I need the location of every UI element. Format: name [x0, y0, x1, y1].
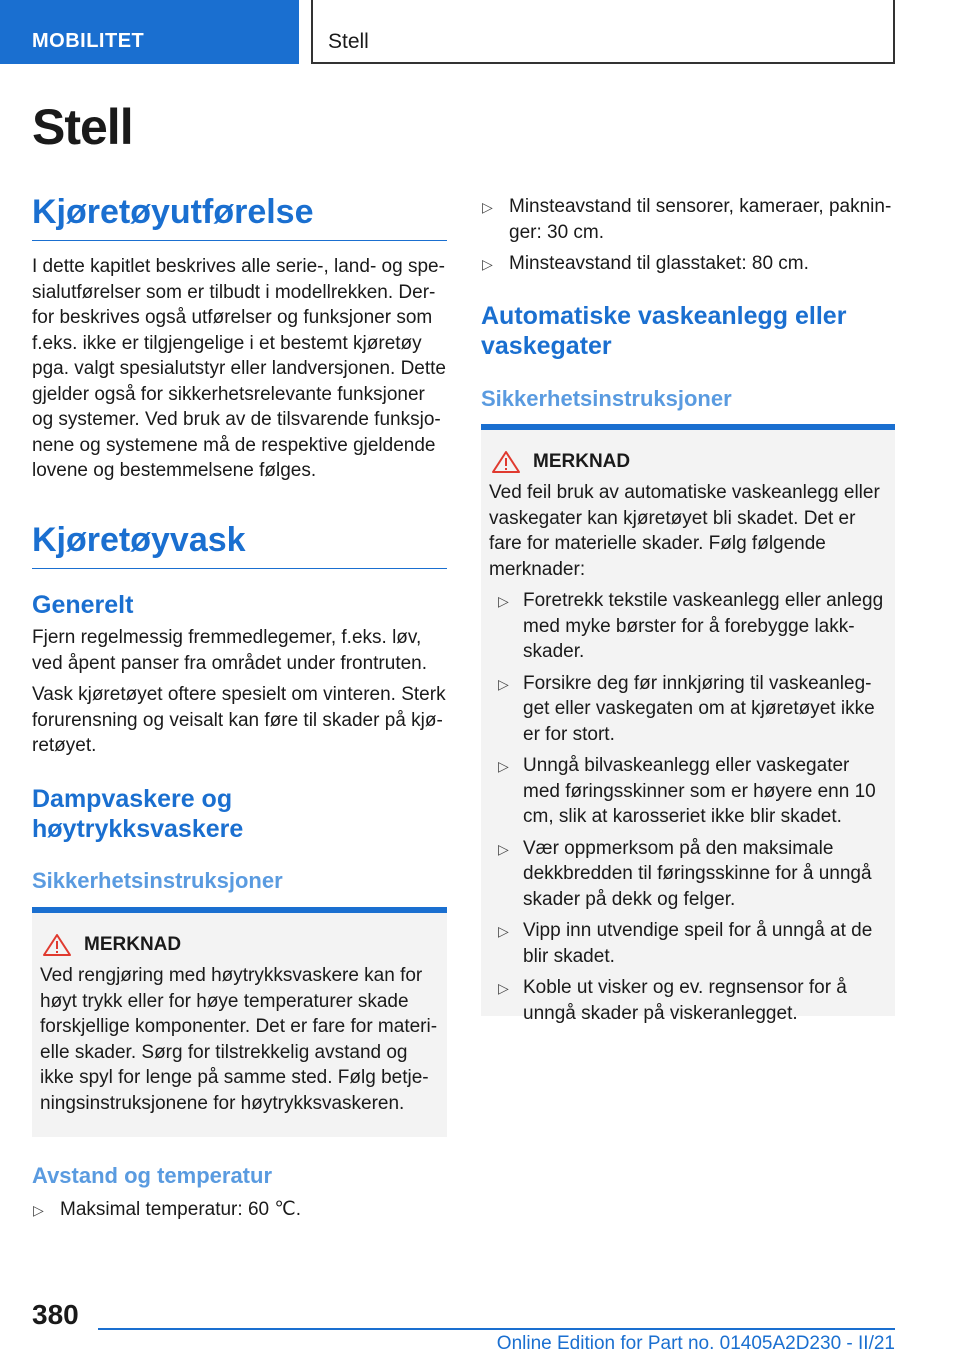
list-item: [32, 1197, 447, 1223]
heading-general: Generelt: [32, 591, 134, 619]
bullet-triangle-icon: ▷: [482, 199, 493, 215]
bullet-triangle-icon: ▷: [498, 980, 509, 996]
heading-car-wash: Kjøretøyvask: [32, 521, 447, 569]
section-label: Stell: [328, 30, 369, 53]
notice-label: MERKNAD: [84, 934, 182, 955]
bullet-triangle-icon: ▷: [498, 923, 509, 939]
notice-text: Ved rengjøring med høytrykksvaskere kan for høyt trykk eller for høye temperaturer skade forskjellige komponenter. Det er fare for materi-elle skader. Sørg for tilstrekkelig avstand og ikke spyl for lenge på samme sted. Følg betje-ningsinstruksjonene for høytrykksvaskeren.: [40, 965, 438, 1114]
notice-list-item: [489, 975, 887, 1026]
page-number: 380: [32, 1299, 79, 1330]
paragraph-general-1: Fjern regelmessig fremmedlegemer, f.eks. løv, ved åpent panser fra området under frontruten.: [32, 627, 428, 674]
notice-list-item: [489, 836, 887, 913]
notice-box-left: [32, 907, 447, 1137]
list-item-text: Minsteavstand til glasstaket: 80 cm.: [509, 253, 809, 274]
chapter-label: MOBILITET: [32, 30, 145, 52]
bullet-triangle-icon: ▷: [498, 675, 509, 692]
bullet-triangle-icon: ▷: [482, 256, 493, 272]
bullet-triangle-icon: ▷: [498, 840, 509, 857]
list-item-text: Minsteavstand til sensorer, kameraer, paknin-ger: 30 cm.: [509, 196, 892, 243]
list-item: [481, 251, 895, 277]
notice-box-right: [481, 424, 895, 1024]
paragraph-vehicle-design: I dette kapitlet beskrives alle serie-, land- og spe-sialutførelser som er tilbudt i modellrekken. Der-for beskrives også utførelser og funksjoner som f.eks. ikke er tilgjengelige i et bestemt kjøretøy pga. valgt spesialutstyr eller landversjonen. Dette gjelder også for sikkerhetsrelevante funksjoner og systemer. Ved bruk av de tilsvarende funksjo-nene og systemene må de respektive gjeldende lovene og bestemmelsene følges.: [32, 256, 447, 481]
heading-steam-cleaners: Dampvaskere og høytrykksvaskere: [32, 785, 244, 843]
notice-list-item: [489, 753, 887, 830]
heading-distance-temperature: Avstand og temperatur: [32, 1163, 273, 1188]
notice-list-item-text: Vær oppmerksom på den maksimale dekkbredden til føringsskinne for å unngå skader på dekk og felger.: [523, 837, 872, 910]
bullet-triangle-icon: ▷: [498, 758, 509, 774]
notice-header: [40, 933, 439, 957]
bullet-triangle-icon: ▷: [33, 1202, 44, 1218]
notice-text: Ved feil bruk av automatiske vaskeanlegg eller vaskegater kan kjøretøyet bli skadet. Det er fare for materielle skader. Følg følgende merknader:: [489, 482, 880, 580]
heading-automatic-car-wash: Automatiske vaskeanlegg eller vaskegater: [481, 302, 847, 360]
notice-list-item-text: Unngå bilvaskeanlegg eller vaskegater med føringsskinner som er høyere enn 10 cm, slik at karosseriet ikke blir skadet.: [523, 755, 876, 827]
notice-list-item-text: Koble ut visker og ev. regnsensor for å unngå skader på viskeranlegget.: [523, 977, 847, 1024]
footer-divider: [98, 1328, 895, 1330]
page-title: Stell: [32, 99, 133, 155]
chapter-tab: [0, 0, 299, 64]
notice-list-item: [489, 918, 887, 969]
heading-vehicle-design: Kjøretøyutførelse: [32, 193, 447, 241]
warning-triangle-icon: [491, 450, 521, 474]
notice-list-item-text: Foretrekk tekstile vaskeanlegg eller anlegg med myke børster for å forebygge lakk-skader.: [523, 590, 884, 662]
notice-list-item: [489, 588, 887, 665]
heading-safety-left: Sikkerhetsinstruksjoner: [32, 868, 283, 893]
section-header: [311, 0, 895, 64]
bullet-triangle-icon: ▷: [498, 593, 509, 609]
notice-list-item-text: Forsikre deg før innkjøring til vaskeanleg-get eller vaskegaten om at kjøretøyet ikke er for stort.: [523, 672, 875, 745]
paragraph-general-2: Vask kjøretøyet oftere spesielt om vinteren. Sterk forurensning og veisalt kan føre til skader på kjø-retøyet.: [32, 684, 446, 756]
notice-label: MERKNAD: [533, 451, 631, 472]
list-item: [481, 194, 895, 245]
heading-safety-right: Sikkerhetsinstruksjoner: [481, 386, 732, 411]
notice-list-item: [489, 671, 887, 748]
warning-triangle-icon: [42, 933, 72, 957]
notice-header: [489, 450, 887, 474]
notice-list-item-text: Vipp inn utvendige speil for å unngå at de blir skadet.: [523, 920, 873, 967]
footer-edition-text: Online Edition for Part no. 01405A2D230 - II/21: [496, 1333, 895, 1354]
list-item-text: Maksimal temperatur: 60 ℃.: [60, 1199, 301, 1220]
